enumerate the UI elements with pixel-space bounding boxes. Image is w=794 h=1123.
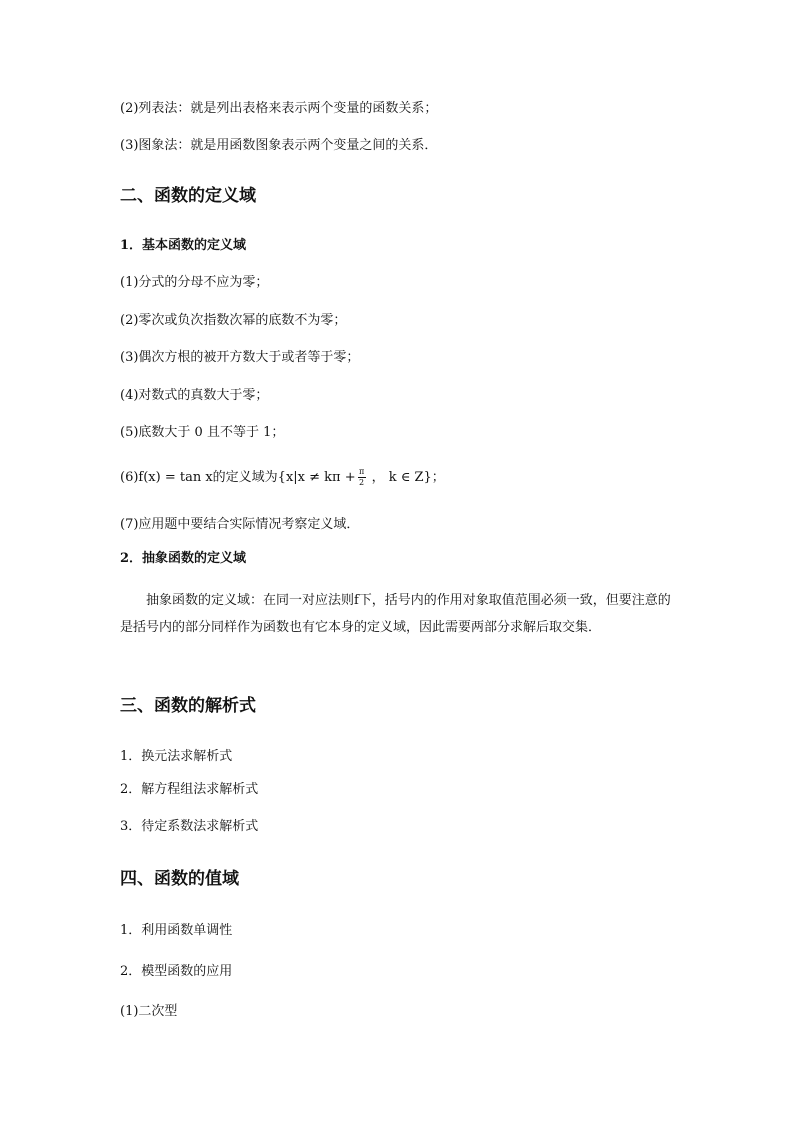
section-heading-analytic: 三、函数的解析式 (120, 696, 256, 716)
list-item: 2．解方程组法求解析式 (120, 782, 259, 797)
text-line: (3)图象法：就是用函数图象表示两个变量之间的关系． (120, 138, 438, 153)
subheading-abstract-domain: 2．抽象函数的定义域 (120, 551, 247, 566)
section-heading-domain: 二、函数的定义域 (120, 186, 256, 206)
list-item: (4)对数式的真数大于零； (120, 388, 269, 403)
formula-suffix: ， k ∈ Z}； (371, 469, 445, 485)
fraction-numerator: π (358, 467, 365, 476)
list-item: (2)零次或负次指数次幂的底数不为零； (120, 313, 347, 328)
list-item: 1．利用函数单调性 (120, 923, 233, 938)
list-item: (1)二次型 (120, 1004, 178, 1019)
section-heading-range: 四、函数的值域 (120, 869, 239, 889)
list-item: (1)分式的分母不应为零； (120, 275, 269, 290)
list-item: (5)底数大于 0 且不等于 1； (120, 425, 285, 440)
fraction-denominator: 2 (359, 478, 365, 487)
list-item: (3)偶次方根的被开方数大于或者等于零； (120, 350, 360, 365)
text-line: (2)列表法：就是列出表格来表示两个变量的函数关系； (120, 101, 438, 116)
formula-prefix: (6)f(x) = tan x的定义域为{x|x ≠ kπ + (120, 469, 356, 485)
pi-over-2-fraction (358, 468, 366, 487)
list-item: 2．模型函数的应用 (120, 964, 233, 979)
tan-domain-formula (120, 468, 445, 487)
list-item: 1．换元法求解析式 (120, 749, 233, 764)
list-item: 3．待定系数法求解析式 (120, 819, 259, 834)
subheading-basic-domain: 1．基本函数的定义域 (120, 238, 247, 253)
abstract-domain-paragraph: 抽象函数的定义域：在同一对应法则f下，括号内的作用对象取值范围必须一致，但要注意的是括号内的部分同样作为函数也有它本身的定义域，因此需要两部分求解后取交集． (120, 593, 671, 635)
list-item: (7)应用题中要结合实际情况考察定义域． (120, 517, 360, 532)
